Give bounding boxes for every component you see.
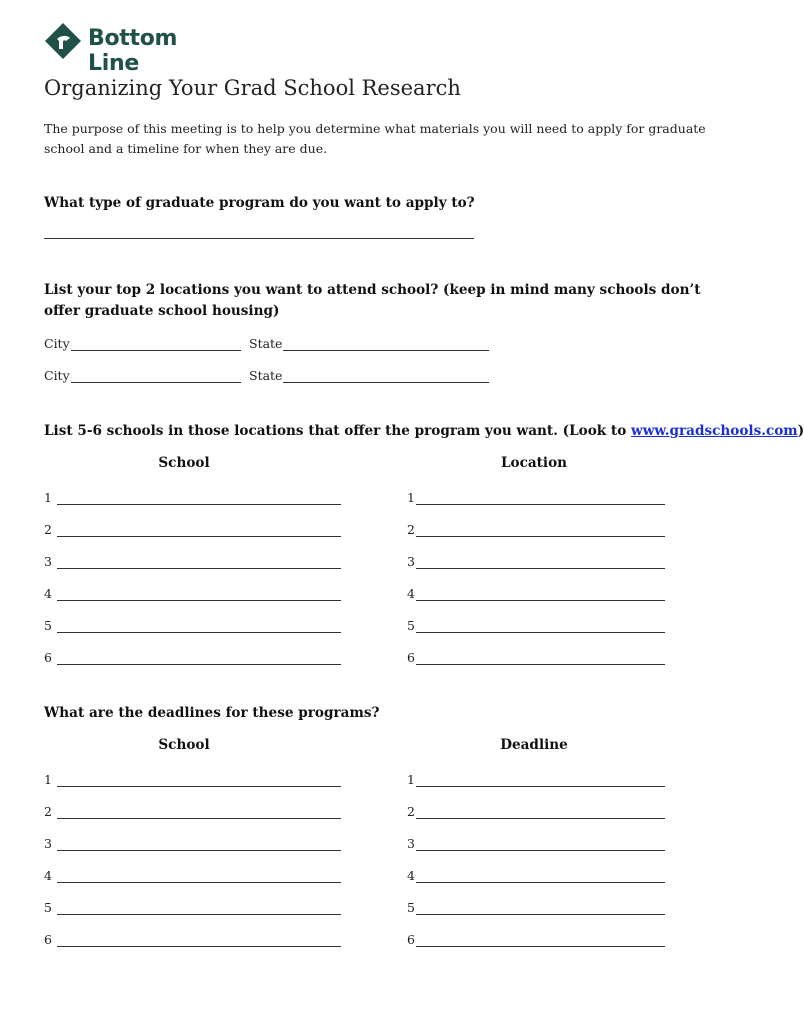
city-field-1[interactable] [44,335,241,351]
school-row[interactable]: 5 [44,617,341,633]
deadline-school-row[interactable]: 6 [44,931,341,947]
column-header-deadline: Deadline [500,737,568,753]
deadline-row[interactable]: 5 [407,899,665,915]
page-title: Organizing Your Grad School Research [44,76,461,100]
diamond-logo-icon [44,22,82,60]
city-field-2[interactable] [44,367,241,383]
deadline-school-row[interactable]: 5 [44,899,341,915]
state-label: State [249,336,283,351]
deadline-row[interactable]: 1 [407,771,665,787]
state-label: State [249,368,283,383]
location-row[interactable]: 1 [407,489,665,505]
deadline-school-row[interactable]: 1 [44,771,341,787]
brand-name: Bottom Line [88,26,178,76]
question-schools: List 5-6 schools in those locations that offer the program you want. (Look to www.gradschools.com) [44,423,804,439]
deadline-row[interactable]: 2 [407,803,665,819]
gradschools-link[interactable]: www.gradschools.com [631,423,798,439]
school-row[interactable]: 3 [44,553,341,569]
question-locations: List your top 2 locations you want to attend school? (keep in mind many schools don’t offer graduate school housing) [44,282,701,319]
school-row[interactable]: 4 [44,585,341,601]
deadline-school-row[interactable]: 2 [44,803,341,819]
column-header-school: School [158,455,210,471]
state-field-2[interactable] [249,367,489,383]
state-field-1[interactable] [249,335,489,351]
deadline-row[interactable]: 3 [407,835,665,851]
location-row[interactable]: 4 [407,585,665,601]
question-program-type: What type of graduate program do you want to apply to? [44,195,475,211]
deadline-school-row[interactable]: 4 [44,867,341,883]
location-row[interactable]: 2 [407,521,665,537]
question-deadlines: What are the deadlines for these programs? [44,705,380,721]
intro-paragraph: The purpose of this meeting is to help you determine what materials you will need to apply for graduate school and a timeline for when they are due. [44,121,706,156]
school-row[interactable]: 1 [44,489,341,505]
city-label: City [44,336,70,351]
column-header-location: Location [500,455,568,471]
city-label: City [44,368,70,383]
school-row[interactable]: 2 [44,521,341,537]
column-header-school: School [158,737,210,753]
brand-logo [44,22,224,76]
deadline-row[interactable]: 4 [407,867,665,883]
deadline-school-row[interactable]: 3 [44,835,341,851]
deadline-row[interactable]: 6 [407,931,665,947]
location-row[interactable]: 5 [407,617,665,633]
location-row[interactable]: 3 [407,553,665,569]
program-type-answer-line[interactable] [44,238,474,239]
location-row[interactable]: 6 [407,649,665,665]
school-row[interactable]: 6 [44,649,341,665]
